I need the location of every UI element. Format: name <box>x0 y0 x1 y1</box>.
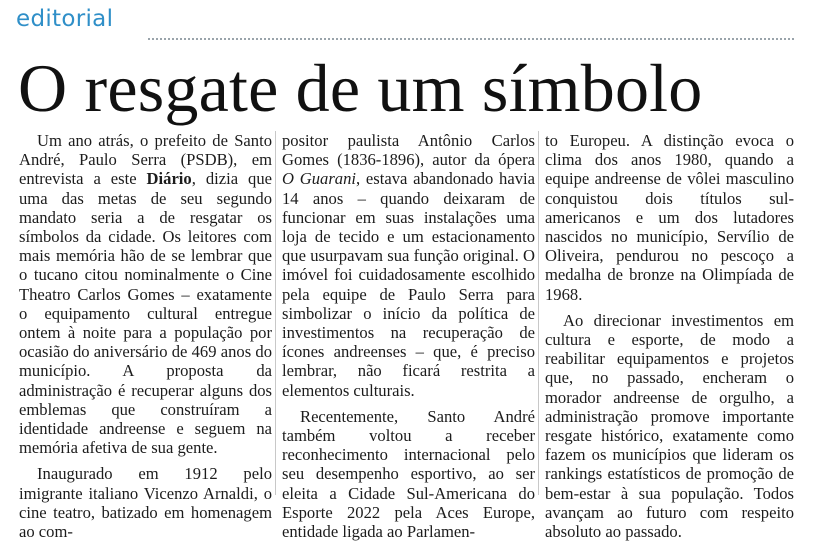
article-column-2 <box>282 131 535 541</box>
opera-title: O Guarani <box>282 169 356 189</box>
paragraph: Inaugurado em 1912 pelo imigrante italiano Vicenzo Arnaldi, o cine teatro, batizado em homenagem ao com- <box>19 464 272 541</box>
article-column-3 <box>545 131 794 541</box>
article-column-1 <box>19 131 272 541</box>
paragraph <box>282 131 535 400</box>
newspaper-name: Diário <box>146 169 192 189</box>
section-divider <box>148 38 794 40</box>
paragraph-text: , dizia que uma das metas de seu segundo mandato seria a de resgatar os símbolos da cidade. Os leitores com mais memória hão de se lembrar que o tucano citou nominalmente o Cine Theatro Carlos Gomes – exatamente o equipamento cultural entregue ontem à noite para a população por ocasião do aniversário de 469 anos do município. A proposta da administração é recuperar alguns dos emblemas que construíram a identidade andreense e seguem na memória afetiva de sua gente. <box>19 169 272 458</box>
paragraph-text: Um ano atrás, o prefeito de Santo André, Paulo Serra (PSDB), em entrevista a este <box>19 131 272 189</box>
paragraph-text: , estava abandonado havia 14 anos – quando deixaram de funcionar em suas instalações uma loja de tecido e um estacionamento que usurpavam sua função original. O imóvel foi cuidadosamente escolhido pela equipe de Paulo Serra para simbolizar o início da política de investimentos na recuperação de ícones andreenses – que, é preciso lembrar, não ficará restrita a elementos culturais. <box>282 169 535 400</box>
column-rule-2 <box>538 131 539 495</box>
paragraph <box>19 131 272 457</box>
paragraph: to Europeu. A distinção evoca o clima dos anos 1980, quando a equipe andreense de vôlei masculino conquistou dois títulos sul-americanos e um dos lutadores nascidos no município, Servílio de Oliveira, pendurou no pescoço a medalha de bronze na Olimpíada de 1968. <box>545 131 794 304</box>
paragraph: Recentemente, Santo André também voltou a receber reconhecimento internacional pelo seu desempenho esportivo, ao ser eleita a Cidade Sul-Americana do Esporte 2022 pela Aces Europe, entidade ligada ao Parlamen- <box>282 406 535 541</box>
paragraph: Ao direcionar investimentos em cultura e esporte, de modo a reabilitar equipamentos e projetos que, no passado, encheram o morador andreense de orgulho, a administração promove importante resgate histórico, exatamente como fazem os municípios que lideram os rankings estatísticos de promoção de bem-estar à sua população. Todos avançam ao futuro com respeito absoluto ao passado. <box>545 310 794 541</box>
column-rule-1 <box>275 131 276 495</box>
paragraph-text: positor paulista Antônio Carlos Gomes (1836-1896), autor da ópera <box>282 131 535 170</box>
headline: O resgate de um símbolo <box>18 50 703 126</box>
section-label: editorial <box>16 6 114 32</box>
